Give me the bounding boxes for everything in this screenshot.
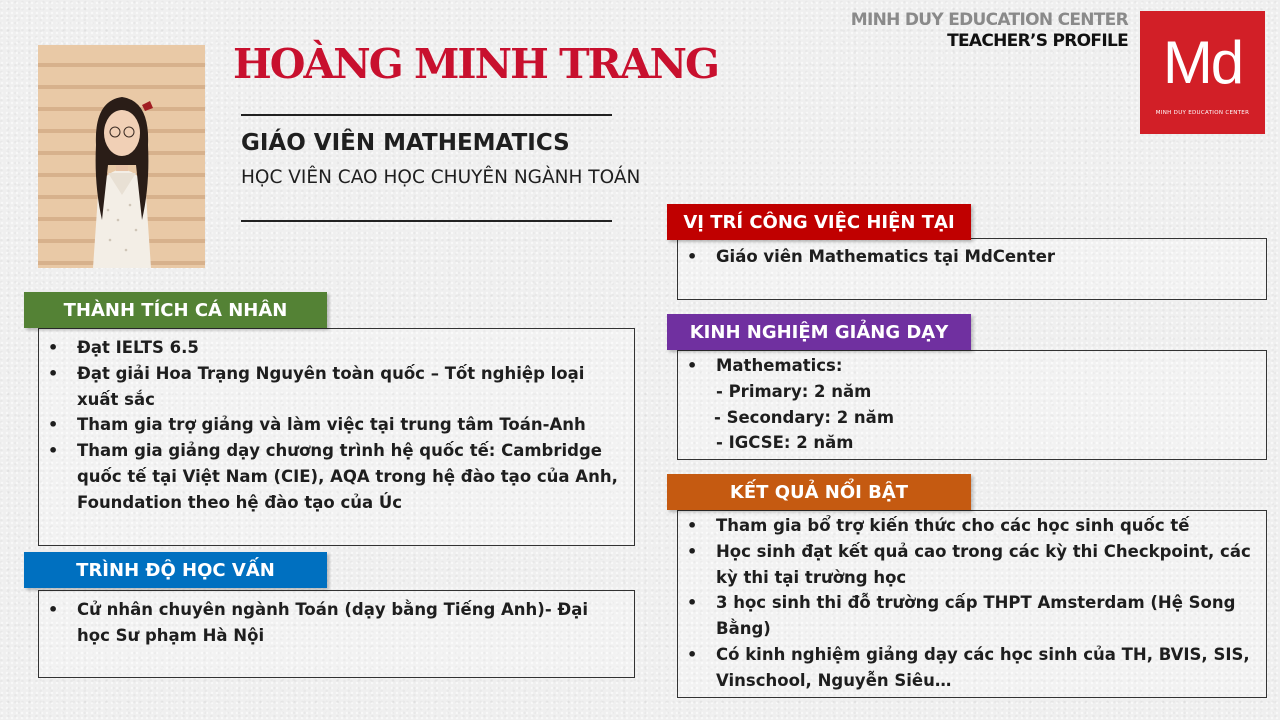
achievement-item: • Tham gia giảng dạy chương trình hệ quốc tế: Cambridge quốc tế tại Việt Nam (CIE), AQA trong hệ đào tạo của Anh, Foundation theo hệ đào tạo của Úc [39, 438, 622, 515]
divider-bottom [241, 220, 612, 222]
logo-text: MINH DUY EDUCATION CENTER [1155, 110, 1250, 116]
experience-line: - Primary: 2 năm [716, 381, 872, 401]
education-heading: TRÌNH ĐỘ HỌC VẤN [24, 552, 327, 588]
logo-mark: Md [1162, 29, 1243, 96]
experience-box [677, 350, 1267, 460]
position-heading: VỊ TRÍ CÔNG VIỆC HIỆN TẠI [667, 204, 971, 240]
achievements-list [39, 329, 634, 516]
achievement-item: • Tham gia trợ giảng và làm việc tại trung tâm Toán-Anh [39, 412, 622, 438]
experience-subject [678, 353, 1266, 456]
education-item: • Cử nhân chuyên ngành Toán (dạy bằng Tiếng Anh)- Đại học Sư phạm Hà Nội [39, 597, 604, 649]
result-item: • 3 học sinh thi đỗ trường cấp THPT Amsterdam (Hệ Song Bằng) [678, 590, 1252, 642]
achievement-item: • Đạt IELTS 6.5 [39, 335, 622, 361]
results-list [678, 511, 1266, 694]
experience-line: - IGCSE: 2 năm [716, 433, 854, 453]
divider-top [241, 114, 612, 116]
teacher-photo [38, 45, 205, 268]
result-item: • Học sinh đạt kết quả cao trong các kỳ thi Checkpoint, các kỳ thi tại trường học [678, 539, 1252, 591]
achievement-item: • Đạt giải Hoa Trạng Nguyên toàn quốc – Tốt nghiệp loại xuất sắc [39, 361, 622, 413]
result-item: • Tham gia bổ trợ kiến thức cho các học sinh quốc tế [678, 513, 1252, 539]
achievements-heading: THÀNH TÍCH CÁ NHÂN [24, 292, 327, 328]
experience-heading: KINH NGHIỆM GIẢNG DẠY [667, 314, 971, 350]
experience-line: - Secondary: 2 năm [714, 407, 895, 427]
experience-list [678, 351, 1266, 456]
position-box [677, 238, 1267, 300]
profile-label: TEACHER’S PROFILE [947, 31, 1128, 51]
teacher-portrait-image [38, 45, 205, 268]
position-list [678, 239, 1266, 270]
center-logo [1140, 11, 1265, 134]
results-box [677, 510, 1267, 698]
teacher-subtitle: HỌC VIÊN CAO HỌC CHUYÊN NGÀNH TOÁN [241, 167, 641, 188]
teacher-name: HOÀNG MINH TRANG [233, 40, 718, 88]
result-item: • Có kinh nghiệm giảng dạy các học sinh của TH, BVIS, SIS, Vinschool, Nguyễn Siêu… [678, 642, 1252, 694]
results-heading: KẾT QUẢ NỔI BẬT [667, 474, 971, 510]
teacher-title: GIÁO VIÊN MATHEMATICS [241, 130, 570, 156]
position-item: • Giáo viên Mathematics tại MdCenter [678, 244, 1266, 270]
achievements-box [38, 328, 635, 546]
education-list [39, 591, 634, 649]
experience-subject-label: • Mathematics: [716, 356, 843, 375]
center-name: MINH DUY EDUCATION CENTER [850, 10, 1128, 30]
education-box [38, 590, 635, 678]
